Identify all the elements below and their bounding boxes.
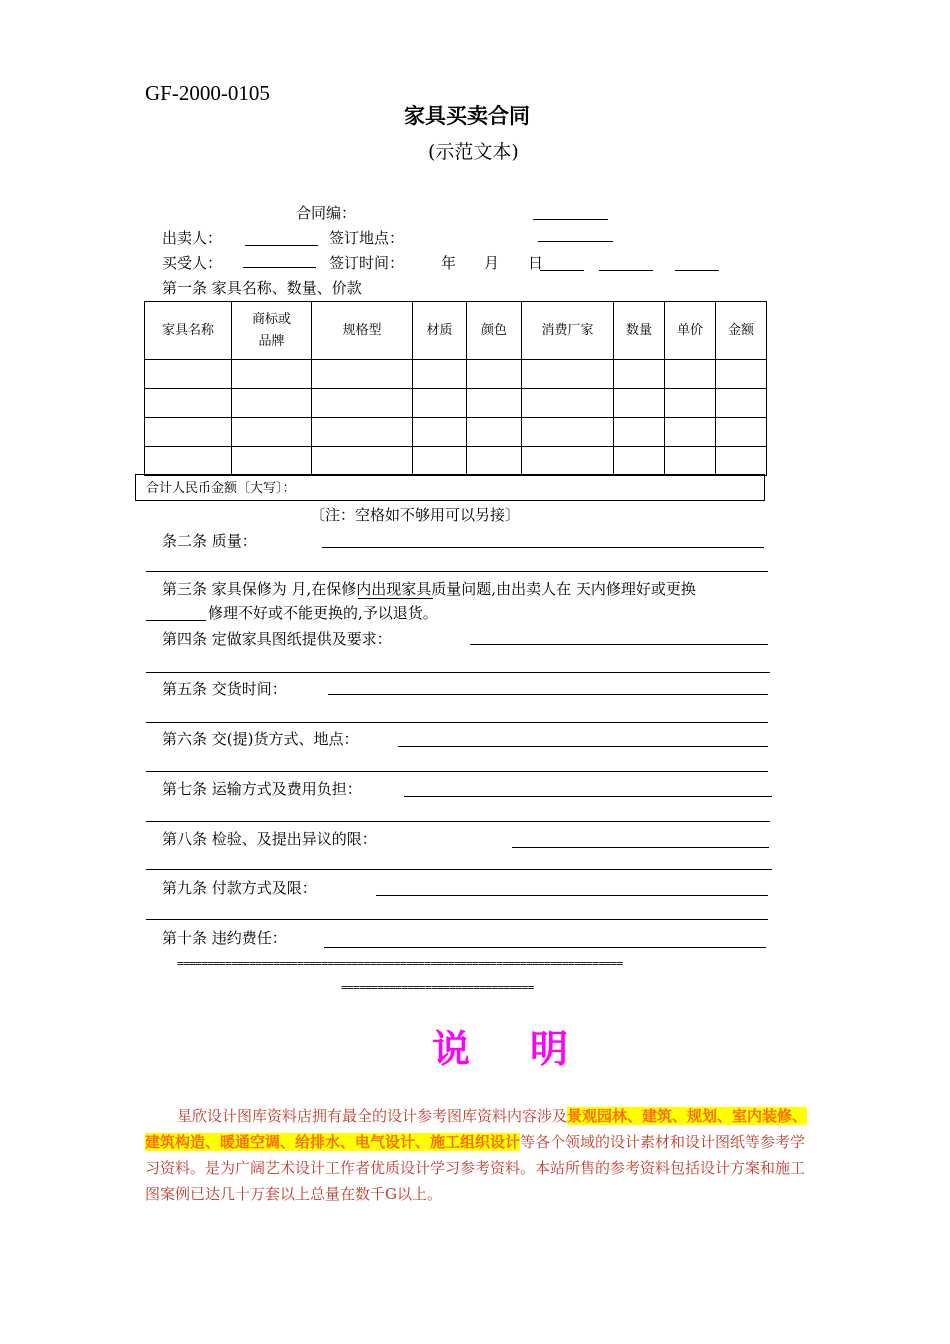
table-cell[interactable] bbox=[614, 447, 665, 476]
table-cell[interactable] bbox=[413, 418, 467, 447]
table-cell[interactable] bbox=[145, 447, 232, 476]
table-cell[interactable] bbox=[522, 447, 614, 476]
table-note: 〔注：空格如不够用可以另接〕 bbox=[310, 506, 521, 524]
article-7: 第七条 运输方式及费用负担： bbox=[162, 780, 362, 798]
table-cell[interactable] bbox=[312, 418, 413, 447]
article-8-blank-2[interactable] bbox=[146, 869, 772, 870]
article-3-line2: 修理不好或不能更换的,予以退货。 bbox=[208, 604, 438, 622]
table-cell[interactable] bbox=[413, 360, 467, 389]
sign-time-label: 签订时间： bbox=[329, 254, 405, 272]
table-row bbox=[145, 418, 767, 447]
table-cell[interactable] bbox=[413, 389, 467, 418]
sign-place-label: 签订地点： bbox=[329, 229, 405, 247]
table-cell[interactable] bbox=[665, 360, 716, 389]
col-header: 金额 bbox=[716, 302, 767, 360]
article-5-blank[interactable] bbox=[328, 694, 768, 695]
table-header-row bbox=[145, 302, 767, 360]
document-title: 家具买卖合同 bbox=[404, 104, 530, 128]
table-cell[interactable] bbox=[716, 418, 767, 447]
article-6: 第六条 交(提)货方式、地点： bbox=[162, 730, 359, 748]
table-cell[interactable] bbox=[665, 447, 716, 476]
table-row bbox=[145, 447, 767, 476]
document-code: GF-2000-0105 bbox=[145, 81, 270, 105]
table-cell[interactable] bbox=[232, 447, 312, 476]
article-4: 第四条 定做家具图纸提供及要求： bbox=[162, 630, 392, 648]
table-cell[interactable] bbox=[522, 389, 614, 418]
table-cell[interactable] bbox=[467, 447, 522, 476]
table-cell[interactable] bbox=[312, 447, 413, 476]
article-5-blank-2[interactable] bbox=[146, 722, 768, 723]
seller-label: 出卖人： bbox=[162, 229, 223, 247]
table-cell[interactable] bbox=[665, 389, 716, 418]
article-5: 第五条 交货时间： bbox=[162, 680, 287, 698]
separator-line-1: ========================================================================== bbox=[177, 957, 623, 970]
article-3-blank[interactable] bbox=[146, 620, 206, 621]
year-label: 年 bbox=[441, 254, 457, 272]
table-cell[interactable] bbox=[716, 447, 767, 476]
article-2-blank-2[interactable] bbox=[146, 571, 768, 572]
table-cell[interactable] bbox=[312, 389, 413, 418]
table-cell[interactable] bbox=[232, 418, 312, 447]
col-header: 消费厂家 bbox=[522, 302, 614, 360]
table-cell[interactable] bbox=[522, 360, 614, 389]
article-9-blank[interactable] bbox=[376, 895, 768, 896]
table-cell[interactable] bbox=[716, 389, 767, 418]
explain-text-end: 等各个领域的设计素材和设计图纸等参考学习资料。是为广阔艺术设计工作者优质设计学习参考资料。本站所售的参考资料包括设计方案和施工图案例已达几十万套以上总量在数千G以上。 bbox=[145, 1133, 806, 1203]
article-4-blank-2[interactable] bbox=[146, 672, 770, 673]
table-cell[interactable] bbox=[467, 360, 522, 389]
article-2: 条二条 质量： bbox=[162, 532, 257, 550]
col-header: 颜色 bbox=[467, 302, 522, 360]
article-9: 第九条 付款方式及限： bbox=[162, 879, 317, 897]
document-subtitle: (示范文本) bbox=[428, 141, 519, 163]
table-cell[interactable] bbox=[232, 389, 312, 418]
explain-title: 说明 bbox=[432, 1027, 629, 1071]
table-cell[interactable] bbox=[145, 389, 232, 418]
day-blank[interactable] bbox=[675, 270, 719, 271]
total-amount-row[interactable] bbox=[135, 474, 765, 501]
col-header: 规格型 bbox=[312, 302, 413, 360]
buyer-blank[interactable] bbox=[243, 267, 316, 268]
col-header: 单价 bbox=[665, 302, 716, 360]
table-cell[interactable] bbox=[614, 389, 665, 418]
separator-line-2: ================================ bbox=[341, 981, 534, 994]
table-cell[interactable] bbox=[145, 360, 232, 389]
article-3-warranty-blank[interactable] bbox=[358, 598, 433, 599]
table-cell[interactable] bbox=[614, 360, 665, 389]
article-8-blank[interactable] bbox=[512, 847, 769, 848]
table-cell[interactable] bbox=[522, 418, 614, 447]
day-label: 日 bbox=[528, 254, 544, 272]
col-header: 商标或品牌 bbox=[232, 302, 312, 360]
furniture-table bbox=[144, 301, 767, 476]
explain-text-start: 星欣设计图库资料店拥有最全的设计参考图库资料内容涉及 bbox=[177, 1107, 568, 1125]
table-cell[interactable] bbox=[665, 418, 716, 447]
article-6-blank-2[interactable] bbox=[146, 771, 768, 772]
table-row bbox=[145, 360, 767, 389]
article-10-blank[interactable] bbox=[324, 947, 766, 948]
total-amount-label: 合计人民币金额〔大写〕： bbox=[146, 481, 296, 496]
contract-no-label: 合同编： bbox=[296, 204, 357, 222]
col-header: 数量 bbox=[614, 302, 665, 360]
article-1: 第一条 家具名称、数量、价款 bbox=[162, 279, 362, 297]
explain-text-highlight: 景观园林、建筑、规划、室内装修、建筑构造、暖通空调、给排水、电气设计、施工组织设计 bbox=[145, 1107, 808, 1151]
table-cell[interactable] bbox=[467, 389, 522, 418]
article-7-blank-2[interactable] bbox=[146, 821, 770, 822]
table-cell[interactable] bbox=[413, 447, 467, 476]
seller-blank[interactable] bbox=[245, 245, 318, 246]
article-8: 第八条 检验、及提出异议的限： bbox=[162, 830, 377, 848]
col-header: 家具名称 bbox=[145, 302, 232, 360]
table-cell[interactable] bbox=[716, 360, 767, 389]
col-header: 材质 bbox=[413, 302, 467, 360]
table-cell[interactable] bbox=[232, 360, 312, 389]
table-cell[interactable] bbox=[467, 418, 522, 447]
article-7-blank[interactable] bbox=[404, 796, 772, 797]
buyer-label: 买受人： bbox=[162, 254, 223, 272]
contract-no-blank[interactable] bbox=[533, 219, 608, 220]
table-cell[interactable] bbox=[145, 418, 232, 447]
article-9-blank-2[interactable] bbox=[146, 919, 768, 920]
table-cell[interactable] bbox=[312, 360, 413, 389]
article-4-blank[interactable] bbox=[470, 644, 768, 645]
article-3-line1: 第三条 家具保修为 月,在保修内出现家具质量问题,由出卖人在 天内修理好或更换 bbox=[162, 580, 696, 598]
article-2-blank[interactable] bbox=[322, 547, 764, 548]
month-blank[interactable] bbox=[599, 270, 653, 271]
month-label: 月 bbox=[484, 254, 500, 272]
year-blank[interactable] bbox=[540, 270, 584, 271]
article-10: 第十条 违约费任： bbox=[162, 929, 287, 947]
table-row bbox=[145, 389, 767, 418]
sign-place-blank[interactable] bbox=[538, 241, 613, 242]
explain-paragraph bbox=[145, 1103, 810, 1207]
article-6-blank[interactable] bbox=[398, 746, 768, 747]
table-cell[interactable] bbox=[614, 418, 665, 447]
